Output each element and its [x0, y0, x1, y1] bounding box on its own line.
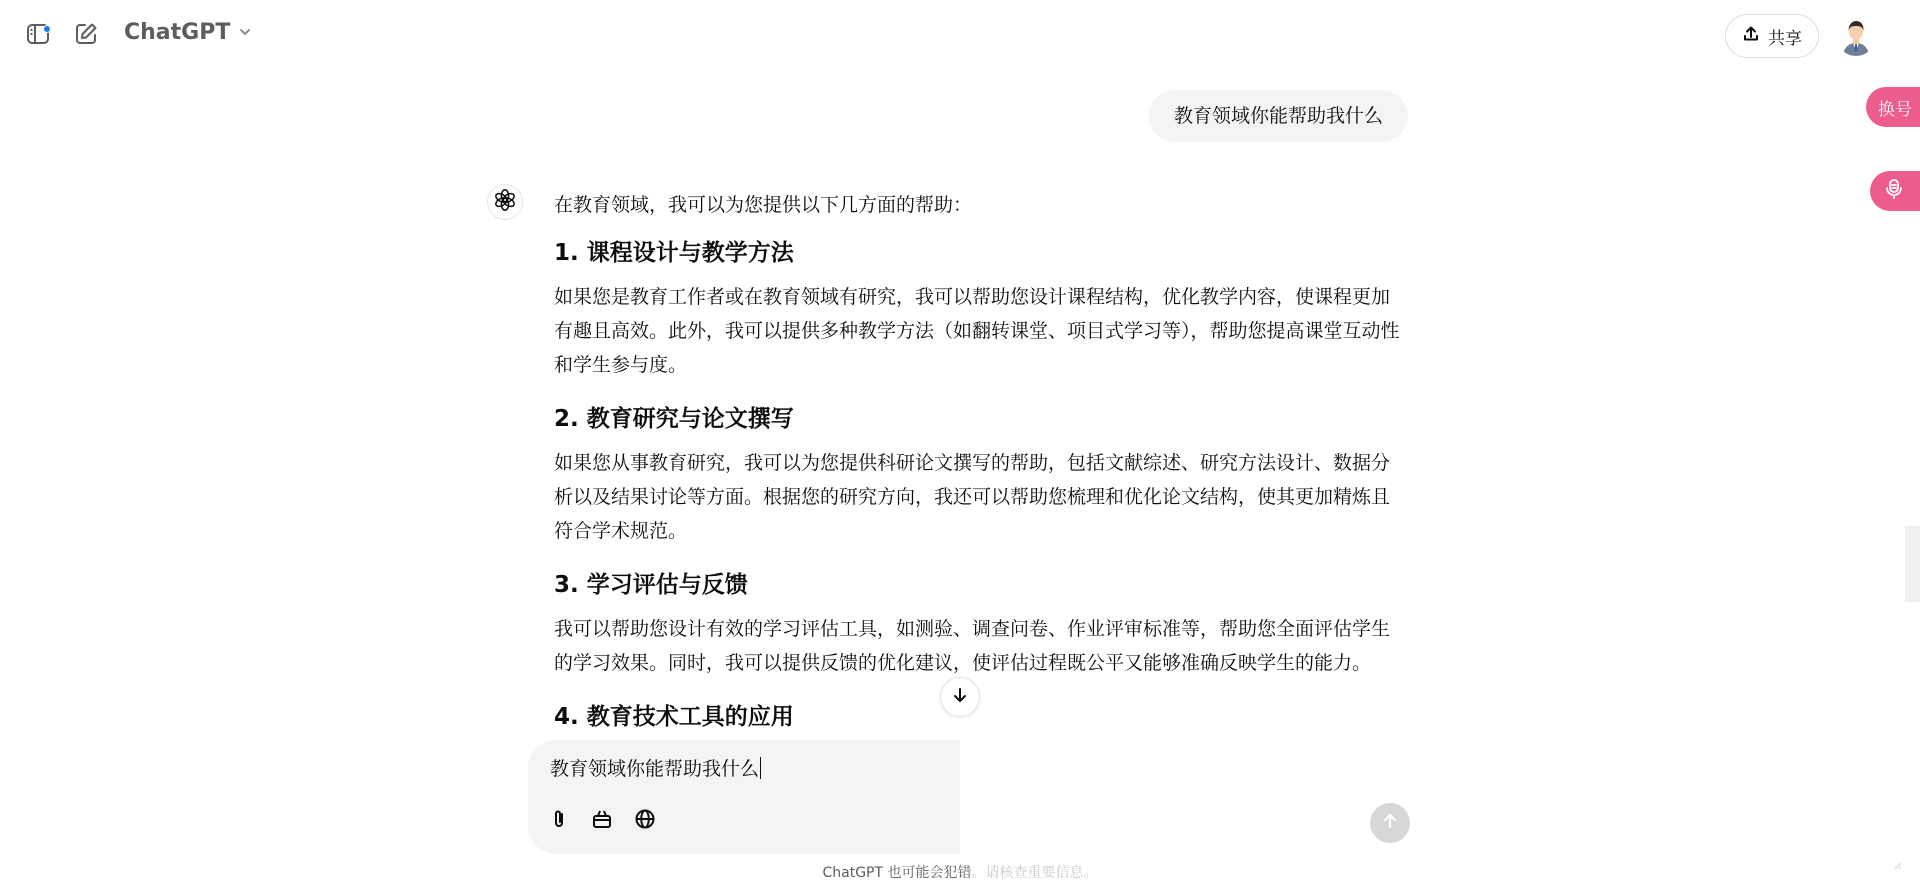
section-body: 我可以帮助您设计有效的学习评估工具，如测验、调查问卷、作业评审标准等，帮助您全面评估学生的学习效果。同时，我可以提供反馈的优化建议，使评估过程既公平又能够准确反映学生的能力。	[554, 618, 1391, 674]
composer-render-glitch	[960, 740, 1408, 854]
attach-button[interactable]	[541, 803, 577, 839]
answer-section	[554, 700, 1404, 734]
answer-section	[554, 402, 1404, 548]
section-heading: 2. 教育研究与论文撰写	[554, 406, 794, 432]
resize-grip-icon	[1892, 855, 1902, 865]
assistant-avatar	[487, 184, 523, 220]
disclaimer-faded: 。请核查重要信息。	[971, 865, 1098, 881]
switch-account-label: 换号	[1878, 99, 1912, 120]
scrollbar-thumb[interactable]	[1905, 526, 1920, 602]
microphone-icon	[1882, 177, 1906, 206]
share-label: 共享	[1768, 28, 1802, 49]
text-caret	[760, 757, 761, 779]
disclaimer-main: ChatGPT 也可能会犯错	[822, 865, 972, 881]
voice-button[interactable]	[1870, 171, 1920, 211]
arrow-down-icon	[951, 686, 969, 708]
section-heading: 1. 课程设计与教学方法	[554, 240, 794, 266]
toolbox-icon	[591, 808, 613, 834]
assistant-message	[554, 188, 1404, 741]
model-name: ChatGPT	[124, 20, 231, 45]
upload-icon	[1742, 25, 1760, 48]
arrow-up-icon	[1381, 812, 1399, 834]
disclaimer	[0, 862, 1920, 882]
message-input[interactable]	[550, 754, 761, 784]
edit-icon	[73, 21, 99, 51]
send-button[interactable]	[1370, 803, 1410, 843]
user-message-bubble: 教育领域你能帮助我什么	[1149, 90, 1408, 142]
avatar[interactable]	[1836, 16, 1876, 56]
answer-section	[554, 568, 1404, 680]
openai-logo-icon	[493, 188, 517, 216]
section-body: 如果您是教育工作者或在教育领域有研究，我可以帮助您设计课程结构，优化教学内容，使课程更加有趣且高效。此外，我可以提供多种教学方法（如翻转课堂、项目式学习等），帮助您提高课堂互动性和学生参与度。	[554, 286, 1400, 376]
section-heading: 4. 教育技术工具的应用	[554, 704, 794, 730]
sidebar-toggle-button[interactable]	[18, 16, 58, 56]
globe-icon	[634, 808, 656, 834]
assistant-intro: 在教育领域，我可以为您提供以下几方面的帮助：	[554, 194, 973, 216]
answer-section	[554, 236, 1404, 382]
chevron-down-icon	[238, 20, 252, 45]
composer	[528, 740, 1408, 854]
model-selector[interactable]	[124, 20, 252, 45]
notification-dot	[43, 25, 51, 33]
new-chat-button[interactable]	[66, 16, 106, 56]
section-body: 如果您从事教育研究，我可以为您提供科研论文撰写的帮助，包括文献综述、研究方法设计、数据分析以及结果讨论等方面。根据您的研究方向，我还可以帮助您梳理和优化论文结构，使其更加精炼且符合学术规范。	[554, 452, 1391, 542]
switch-account-button[interactable]	[1866, 87, 1920, 127]
message-input-value: 教育领域你能帮助我什么	[550, 758, 760, 780]
web-search-button[interactable]	[627, 803, 663, 839]
tools-button[interactable]	[584, 803, 620, 839]
section-heading: 3. 学习评估与反馈	[554, 572, 748, 598]
paperclip-icon	[548, 808, 570, 834]
top-bar	[0, 0, 1920, 72]
share-button[interactable]	[1725, 14, 1819, 58]
scroll-to-bottom-button[interactable]	[940, 677, 980, 717]
